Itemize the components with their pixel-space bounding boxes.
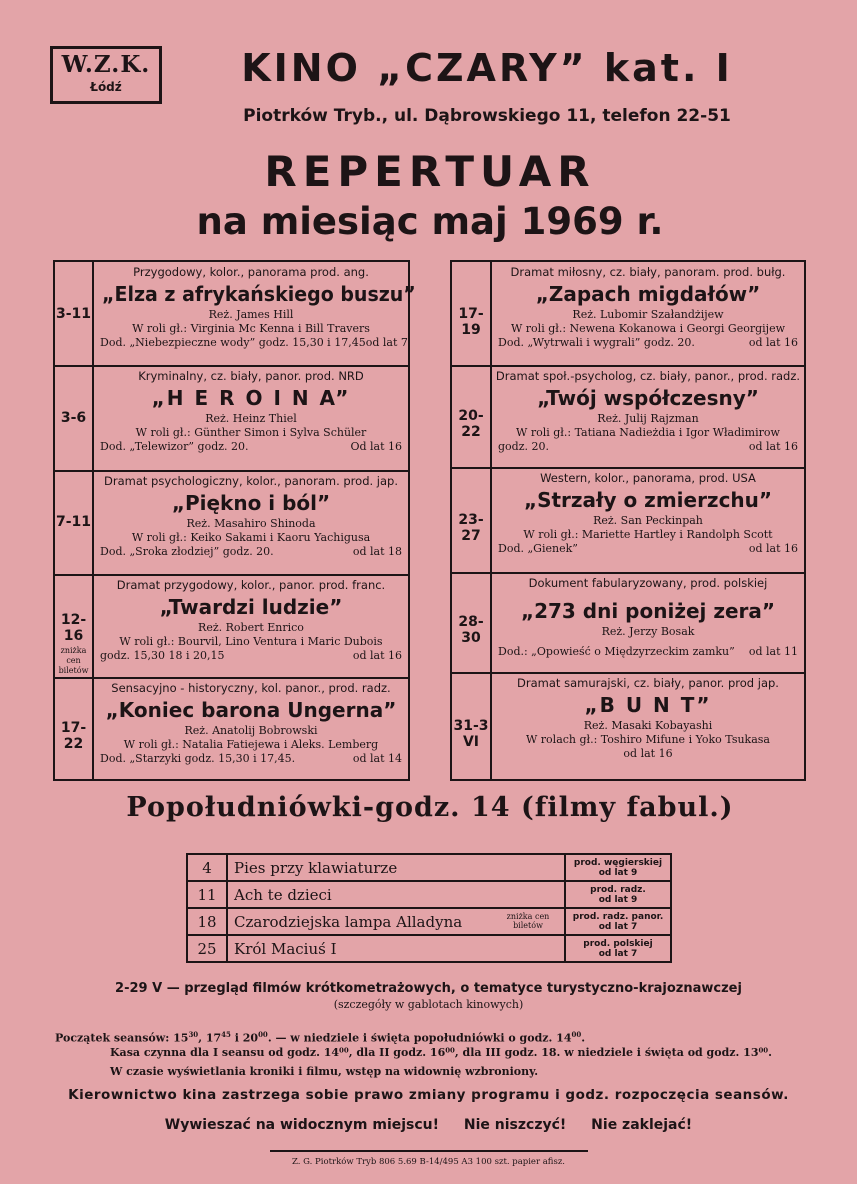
film-age: od lat 16 [352, 649, 402, 662]
prod-age: od lat 7 [598, 948, 638, 959]
film-age: od lat 16 [623, 747, 673, 760]
film-director: Reż. Heinz Thiel [205, 412, 297, 425]
film-age: od lat 7 [365, 336, 408, 349]
film-genre: Przygodowy, kolor., panorama prod. ang. [133, 265, 369, 279]
afternoon-table [186, 853, 672, 963]
film-entry [492, 675, 804, 761]
film-info [492, 336, 804, 350]
film-entry [492, 264, 804, 350]
film-info [492, 542, 804, 556]
afternoon-title: Czarodziejska lampa Alladyna [234, 912, 463, 931]
film-dates: 20-22 [458, 408, 484, 440]
film-director: Reż. Julij Rajzman [597, 412, 699, 425]
film-cast: W rolach gł.: Toshiro Mifune i Yoko Tsukasa [526, 733, 770, 746]
film-age: od lat 18 [352, 545, 402, 558]
afternoon-day: 18 [187, 908, 227, 935]
film-entry [492, 575, 804, 659]
schedule-min: 45 [221, 1030, 231, 1039]
warnings [30, 1115, 827, 1135]
film-entry [94, 577, 408, 663]
warning-1: Wywieszać na widocznym miejscu! [164, 1117, 440, 1133]
afternoon-day: 11 [187, 881, 227, 908]
logo-text: W.Z.K. [61, 51, 151, 78]
film-title: „Twardzi ludzie” [159, 595, 343, 619]
film-cast: W roli gł.: Tatiana Nadieżdia i Igor Władimirow [516, 426, 780, 439]
prod-country: prod. węgierskiej [573, 857, 663, 868]
cinema-address: Piotrków Tryb., ul. Dąbrowskiego 11, telefon 22-51 [243, 106, 731, 126]
film-entry [492, 470, 804, 556]
film-genre: Sensacyjno - historyczny, kol. panor., prod. radz. [111, 681, 391, 695]
film-entry [492, 368, 804, 454]
afternoon-prod [565, 881, 671, 908]
film-director: Reż. San Peckinpah [593, 514, 703, 527]
film-title: „H E R O I N A” [151, 386, 351, 410]
film-genre: Kryminalny, cz. biały, panor. prod. NRD [138, 369, 364, 383]
printer-info: Z. G. Piotrków Tryb 806 5.69 B-14/495 A3 100 szt. papier afisz. [291, 1157, 566, 1167]
film-title: „Strzały o zmierzchu” [523, 488, 773, 512]
cinema-name: KINO „CZARY” kat. I [241, 46, 733, 90]
afternoon-prod [565, 854, 671, 881]
prod-age: od lat 9 [598, 894, 638, 905]
film-director: Reż. Masahiro Shinoda [186, 517, 316, 530]
film-dates: 3-11 [55, 306, 92, 322]
film-dates: 17-22 [60, 720, 87, 752]
film-genre: Dramat miłosny, cz. biały, panoram. prod. bułg. [510, 265, 786, 279]
film-title: „Piękno i ból” [171, 491, 331, 515]
film-extra: Dod. „Telewizor” godz. 20. [100, 440, 249, 453]
table-row [187, 908, 671, 935]
film-genre: Dramat społ.-psycholog, cz. biały, panor., prod. radz. [495, 369, 801, 383]
schedule-text: Początek seansów: 15 [55, 1031, 189, 1045]
film-extra: Dod. „Starzyki godz. 15,30 i 17,45. [100, 752, 296, 765]
film-director: Reż. Jerzy Bosak [601, 625, 695, 638]
logo-city: Łódź [90, 80, 122, 94]
afternoon-title: Ach te dzieci [227, 881, 565, 908]
film-title: „Elza z afrykańskiego buszu” [102, 282, 416, 306]
film-extra: Dod.: „Opowieść o Międzyrzeckim zamku” [498, 645, 735, 658]
film-cast: W roli gł.: Günther Simon i Sylva Schüler [135, 426, 367, 439]
film-entry [94, 368, 408, 454]
afternoon-heading: Popołudniówki-godz. 14 (filmy fabul.) [126, 792, 734, 823]
review-detail: (szczegóły w gablotach kinowych) [333, 998, 524, 1011]
film-entry [94, 473, 408, 559]
film-director: Reż. Masaki Kobayashi [583, 719, 713, 732]
film-extra: Dod. „Wytrwali i wygrali” godz. 20. [498, 336, 695, 349]
table-row [187, 881, 671, 908]
film-info [492, 645, 804, 659]
afternoon-day: 25 [187, 935, 227, 962]
schedule-text: . — w niedziele i święta popołudniówki o godz. 14 [267, 1031, 572, 1045]
prod-country: prod. radz. [590, 884, 646, 895]
afternoon-day: 4 [187, 854, 227, 881]
film-age: od lat 16 [748, 336, 798, 349]
prod-country: prod. radz. panor. [572, 911, 664, 922]
film-title: „Koniec barona Ungerna” [105, 698, 397, 722]
film-dates [55, 612, 92, 676]
schedule-min: 00 [571, 1030, 582, 1039]
film-cast: W roli gł.: Natalia Fatiejewa i Aleks. Lemberg [123, 738, 379, 751]
film-genre: Dramat samurajski, cz. biały, panor. prod jap. [517, 676, 779, 690]
afternoon-prod [565, 908, 671, 935]
prod-age: od lat 7 [598, 921, 638, 932]
film-dates: 17-19 [458, 306, 484, 338]
prod-age: od lat 9 [598, 867, 638, 878]
divider [270, 1150, 588, 1152]
film-title: „B U N T” [584, 693, 712, 717]
film-cast: W roli gł.: Newena Kokanowa i Georgi Georgijew [511, 322, 785, 335]
film-title: „Twój współczesny” [537, 386, 759, 410]
film-cast: W roli gł.: Mariette Hartley i Randolph Scott [523, 528, 773, 541]
warning-2: Nie niszczyć! [463, 1117, 567, 1133]
film-entry [94, 680, 408, 766]
film-age: Od lat 16 [350, 440, 402, 453]
film-info [94, 440, 408, 454]
film-cast: W roli gł.: Keiko Sakami i Kaoru Yachigusa [131, 531, 371, 544]
afternoon-prod [565, 935, 671, 962]
film-entry [94, 264, 416, 350]
afternoon-title: Pies przy klawiaturze [227, 854, 565, 881]
film-director: Reż. Robert Enrico [198, 621, 304, 634]
film-info [492, 440, 804, 454]
film-age: od lat 16 [748, 542, 798, 555]
prod-country: prod. polskiej [583, 938, 653, 949]
film-info [94, 649, 408, 663]
month-heading: na miesiąc maj 1969 r. [196, 200, 664, 243]
schedule-min: 30 [188, 1030, 199, 1039]
film-info [94, 752, 408, 766]
film-title: „Zapach migdałów” [535, 282, 761, 306]
schedule-text: , 17 [198, 1031, 222, 1045]
film-age: od lat 14 [352, 752, 402, 765]
film-dates: 31-3 VI [453, 718, 489, 750]
page-title: REPERTUAR [264, 147, 596, 196]
film-info [94, 336, 408, 350]
logo-box [50, 46, 162, 104]
film-genre: Dramat psychologiczny, kolor., panoram. prod. jap. [103, 474, 398, 488]
film-dates: 3-6 [60, 410, 87, 426]
afternoon-title: Król Maciuś I [227, 935, 565, 962]
discount-note: zniżka cen biletów [506, 912, 550, 930]
box-office-hours: Kasa czynna dla I seansu od godz. 14⁰⁰, dla II godz. 16⁰⁰, dla III godz. 18. w niedziele i święta od godz. 13⁰⁰. [110, 1046, 772, 1059]
film-age: od lat 11 [748, 645, 798, 658]
film-cast: W roli gł.: Virginia Mc Kenna i Bill Travers [132, 322, 370, 335]
film-genre: Dokument fabularyzowany, prod. polskiej [528, 576, 768, 590]
schedule-text: i 20 [230, 1031, 259, 1045]
film-title: „273 dni poniżej zera” [520, 599, 776, 623]
film-info [492, 747, 804, 761]
film-extra: Dod. „Niebezpieczne wody” godz. 15,30 i 17,45 [100, 336, 366, 349]
film-cast: W roli gł.: Bourvil, Lino Ventura i Maric Dubois [119, 635, 383, 648]
film-dates-value: 12-16 [60, 612, 87, 644]
film-director: Reż. James Hill [208, 308, 294, 321]
schedule-text: . [581, 1031, 586, 1045]
film-extra: Dod. „Sroka złodziej” godz. 20. [100, 545, 274, 558]
film-dates: 28-30 [458, 614, 484, 646]
film-extra: Dod. „Gienek” [498, 542, 578, 555]
table-row [187, 854, 671, 881]
review-note: 2-29 V — przegląd filmów krótkometrażowych, o tematyce turystyczno-krajoznawczej [115, 981, 742, 996]
film-age: od lat 16 [748, 440, 798, 453]
film-genre: Western, kolor., panorama, prod. USA [540, 471, 756, 485]
warning-3: Nie zaklejać! [591, 1117, 693, 1133]
schedule-min: 00 [258, 1030, 268, 1039]
entry-note: W czasie wyświetlania kroniki i filmu, wstęp na widownię wzbroniony. [110, 1065, 539, 1078]
film-director: Reż. Lubomir Szałandżijew [572, 308, 724, 321]
film-director: Reż. Anatolij Bobrowski [184, 724, 318, 737]
film-extra: godz. 20. [498, 440, 549, 453]
management-note: Kierownictwo kina zastrzega sobie prawo zmiany programu i godz. rozpoczęcia seansów. [68, 1087, 789, 1103]
film-extra: godz. 15,30 18 i 20,15 [100, 649, 225, 662]
table-row [187, 935, 671, 962]
film-info [94, 545, 408, 559]
film-genre: Dramat przygodowy, kolor., panor. prod. franc. [116, 578, 386, 592]
schedule-start [55, 1028, 815, 1046]
film-dates: 23-27 [458, 512, 484, 544]
film-dates: 7-11 [55, 514, 92, 530]
discount-note: zniżka cen biletów [58, 646, 89, 675]
afternoon-title-cell [227, 908, 565, 935]
